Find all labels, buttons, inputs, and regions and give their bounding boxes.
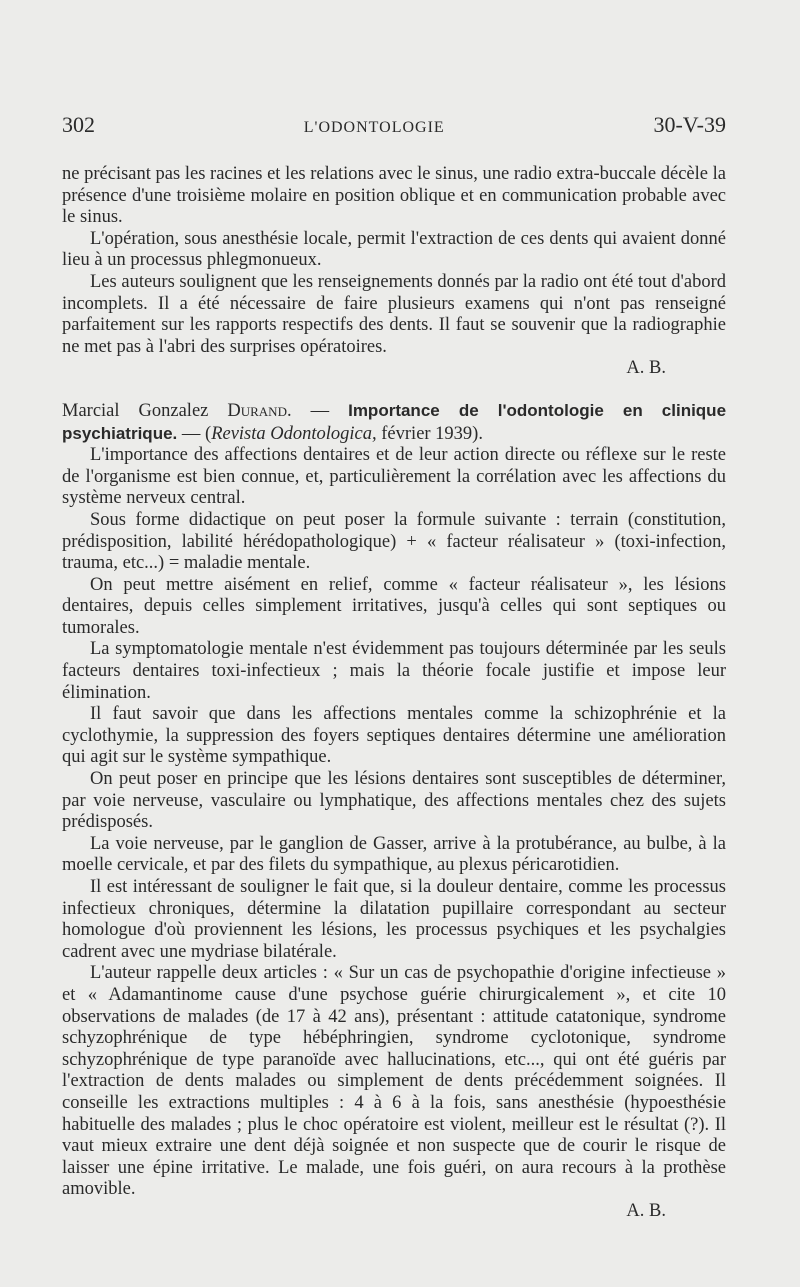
paragraph: L'auteur rappelle deux articles : « Sur un cas de psychopathie d'origine infectieuse » et « Adamantinome cause d'une psychose guérie chirurgicalement », et cite 10 observations de malades (de 17 à 42 ans), présentant : attitude catatonique, syndrome schyzophrénique de type hébéphringien, syndrome cyclotonique, syndrome schyzophrénique de type paranoïde avec hallucinations, etc..., qui ont été guéris par l'extraction de dents malades ou simplement de dents précédemment soignées. Il conseille les extractions multiples : 4 à 6 à la fois, sans anesthésie (hypoesthésie habituelle des malades ; plus le choc opératoire est violent, meilleur est le résultat (?). Il vaut mieux extraire une dent déjà soignée et non suspecte que de courir le risque de laisser une épine irritative. Le malade, une fois guéri, on aura recours à la prothèse amovible.	[62, 963, 726, 1200]
signature: A. B.	[626, 1200, 666, 1221]
article-heading	[62, 400, 726, 445]
paragraph: La symptomatologie mentale n'est évidemment pas toujours déterminée par les seuls facteurs dentaires toxi-infectieux ; mais la théorie focale justifie et impose leur élimination.	[62, 639, 726, 703]
page-header	[62, 112, 726, 138]
paragraph: On peut mettre aisément en relief, comme « facteur réalisateur », les lésions dentaires, depuis celles simplement irritatives, jusqu'à celles qui sont septiques ou tumorales.	[62, 574, 726, 638]
paragraph: Sous forme didactique on peut poser la formule suivante : terrain (constitution, prédisposition, labilité hérédopathologique) + « facteur réalisateur » (toxi-infection, trauma, etc...) = maladie mentale.	[62, 509, 726, 574]
paragraph: La voie nerveuse, par le ganglion de Gasser, arrive à la protubérance, au bulbe, à la moelle cervicale, et par des filets du sympathique, au plexus péricarotidien.	[62, 833, 726, 876]
signature: A. B.	[626, 358, 666, 379]
source-date: février 1939).	[376, 423, 483, 444]
document-page	[62, 112, 726, 1223]
paragraph: Il faut savoir que dans les affections mentales comme la schizophrénie et la cyclothymie, la suppression des foyers septiques dentaires détermine une amélioration qui agit sur le système sympathique.	[62, 704, 726, 768]
paragraph: On peut poser en principe que les lésions dentaires sont susceptibles de déterminer, par voie nerveuse, vasculaire ou lymphatique, des affections mentales chez des sujets prédisposés.	[62, 769, 726, 833]
paragraph: Les auteurs soulignent que les renseignements donnés par la radio ont été tout d'abord incomplets. Il a été nécessaire de faire plusieurs examens qui n'ont pas renseigné parfaitement sur les rapports respectifs des dents. Il faut se souvenir que la radiographie ne met pas à l'abri des surprises opératoires.	[62, 271, 726, 357]
page-number: 302	[62, 112, 95, 137]
paragraph: Il est intéressant de souligner le fait que, si la douleur dentaire, comme les processus infectieux chroniques, détermine la dilatation pupillaire correspondant au secteur homologue d'où proviennent les lésions, les processus psychiques et les psychalgies cadrent avec une mydriase bilatérale.	[62, 877, 726, 962]
article-title: Importance de l'odontologie en clinique psychiatrique.	[62, 400, 727, 443]
author-last: Durand	[227, 400, 287, 421]
paragraph: L'importance des affections dentaires et de leur action directe ou réflexe sur le reste de l'organisme est bien connue, et, particulièrement la corrélation avec les affections du système nerveux central.	[62, 445, 726, 509]
author-first: Marcial Gonzalez	[62, 400, 209, 421]
paragraph: L'opération, sous anesthésie locale, permit l'extraction de ces dents qui avaient donné lieu à un processus phlegmonueux.	[62, 228, 726, 271]
issue-date: 30-V-39	[653, 112, 726, 137]
separator: . —	[286, 400, 330, 421]
source-journal: Revista Odontologica,	[211, 423, 377, 444]
paragraph: ne précisant pas les racines et les relations avec le sinus, une radio extra-buccale décèle la présence d'une troisième molaire en position oblique et en communication probable avec le sinus.	[62, 164, 726, 228]
separator: — (	[177, 423, 212, 444]
journal-title: L'ODONTOLOGIE	[303, 119, 445, 136]
